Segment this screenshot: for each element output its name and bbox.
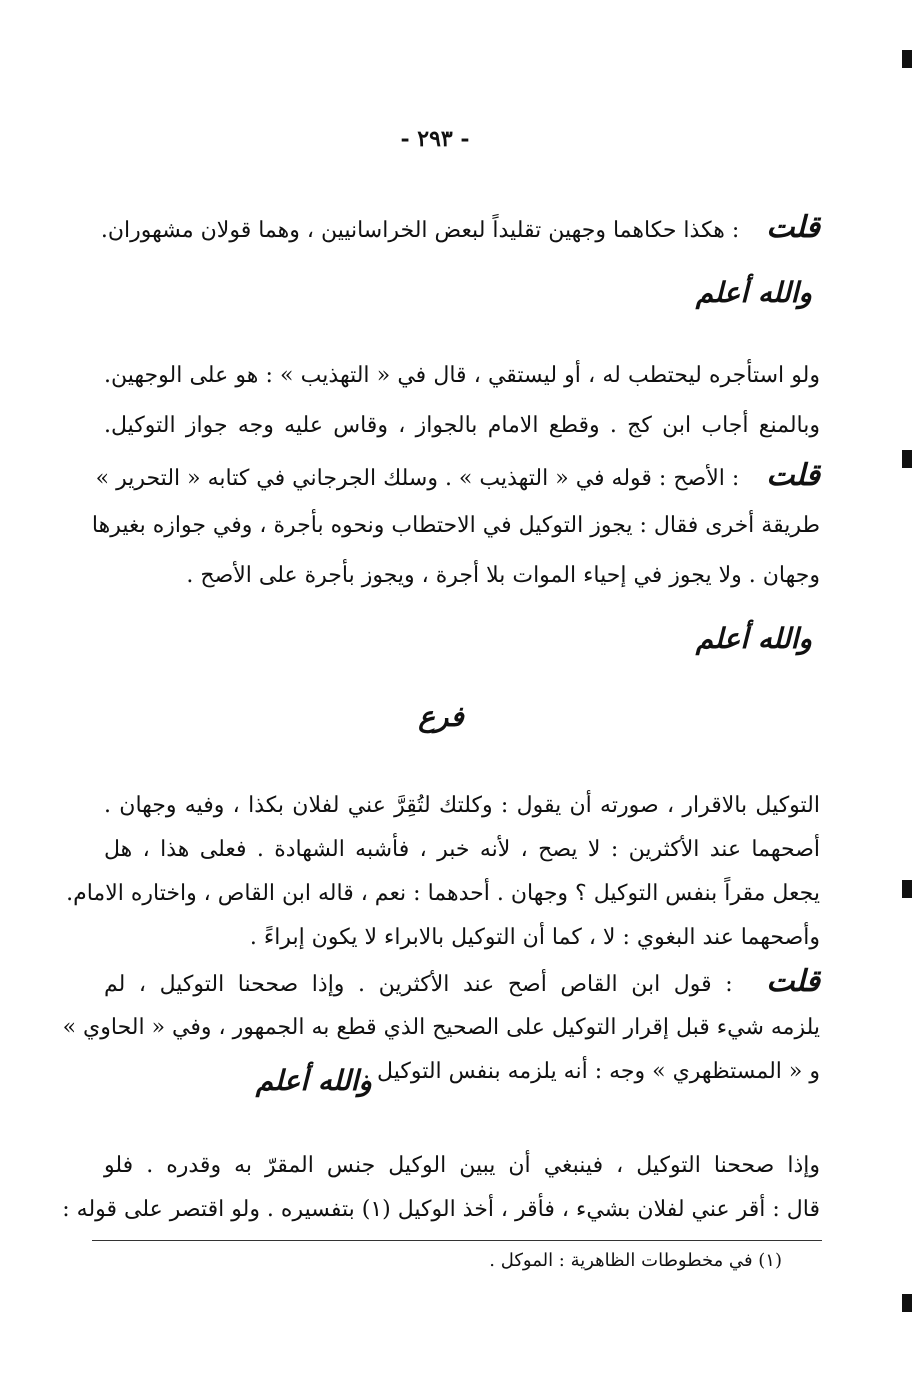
section-heading: فرع [418, 700, 464, 733]
paragraph-line [104, 962, 820, 1005]
paragraph-line: وإذا صححنا التوكيل ، فينبغي أن يبين الوكيل جنس المقرّ به وقدره . فلو [104, 1153, 820, 1178]
footnote: (١) في مخطوطات الظاهرية : الموكل . [489, 1250, 782, 1271]
paragraph-line: يجعل مقراً بنفس التوكيل ؟ وجهان . أحدهما : نعم ، قاله ابن القاص ، واختاره الامام. [66, 881, 820, 906]
qult-label: قلت [766, 210, 820, 245]
qult-label: قلت [766, 458, 820, 493]
closing-phrase: والله أعلم [255, 1064, 372, 1097]
margin-mark [902, 50, 912, 68]
paragraph-line: وبالمنع أجاب ابن كج . وقطع الامام بالجواز ، وقاس عليه وجه جواز التوكيل. [104, 413, 820, 438]
paragraph-line: قال : أقر عني لفلان بشيء ، فأقر ، أخذ الوكيل (١) بتفسيره . ولو اقتصر على قوله : [62, 1197, 820, 1222]
line-text: : هكذا حكاهما وجهين تقليداً لبعض الخراسانيين ، وهما قولان مشهوران. [100, 218, 740, 243]
paragraph-line: التوكيل بالاقرار ، صورته أن يقول : وكلتك لتُقِرَّ عني لفلان بكذا ، وفيه وجهان . [104, 793, 820, 818]
line-text: : الأصح : قوله في « التهذيب » . وسلك الجرجاني في كتابه « التحرير » [95, 466, 740, 491]
closing-phrase: والله أعلم [695, 276, 812, 309]
margin-mark [902, 1294, 912, 1312]
paragraph-line: و « المستظهري » وجه : أنه يلزمه بنفس التوكيل . [363, 1059, 820, 1084]
paragraph-line: وجهان . ولا يجوز في إحياء الموات بلا أجرة ، ويجوز بأجرة على الأصح . [186, 563, 820, 588]
paragraph-line: ولو استأجره ليحتطب له ، أو ليستقي ، قال في « التهذيب » : هو على الوجهين. [104, 363, 820, 388]
closing-phrase: والله أعلم [695, 622, 812, 655]
margin-mark [902, 450, 912, 468]
paragraph-line: وأصحهما عند البغوي : لا ، كما أن التوكيل بالابراء لا يكون إبراءً . [249, 925, 820, 950]
footnote-divider [92, 1240, 822, 1241]
paragraph-line [100, 208, 820, 251]
line-text: : قول ابن القاص أصح عند الأكثرين . وإذا صححنا التوكيل ، لم [104, 972, 733, 997]
paragraph-line [95, 456, 820, 499]
qult-label: قلت [766, 964, 820, 999]
page-number: - ٢٩٣ - [400, 126, 470, 152]
paragraph-line: أصحهما عند الأكثرين : لا يصح ، لأنه خبر ، فأشبه الشهادة . فعلى هذا ، هل [104, 837, 820, 862]
paragraph-line: طريقة أخرى فقال : يجوز التوكيل في الاحتطاب ونحوه بأجرة ، وفي جوازه بغيرها [91, 513, 820, 538]
margin-mark [902, 880, 912, 898]
paragraph-line: يلزمه شيء قبل إقرار التوكيل على الصحيح الذي قطع به الجمهور ، وفي « الحاوي » [62, 1015, 820, 1040]
